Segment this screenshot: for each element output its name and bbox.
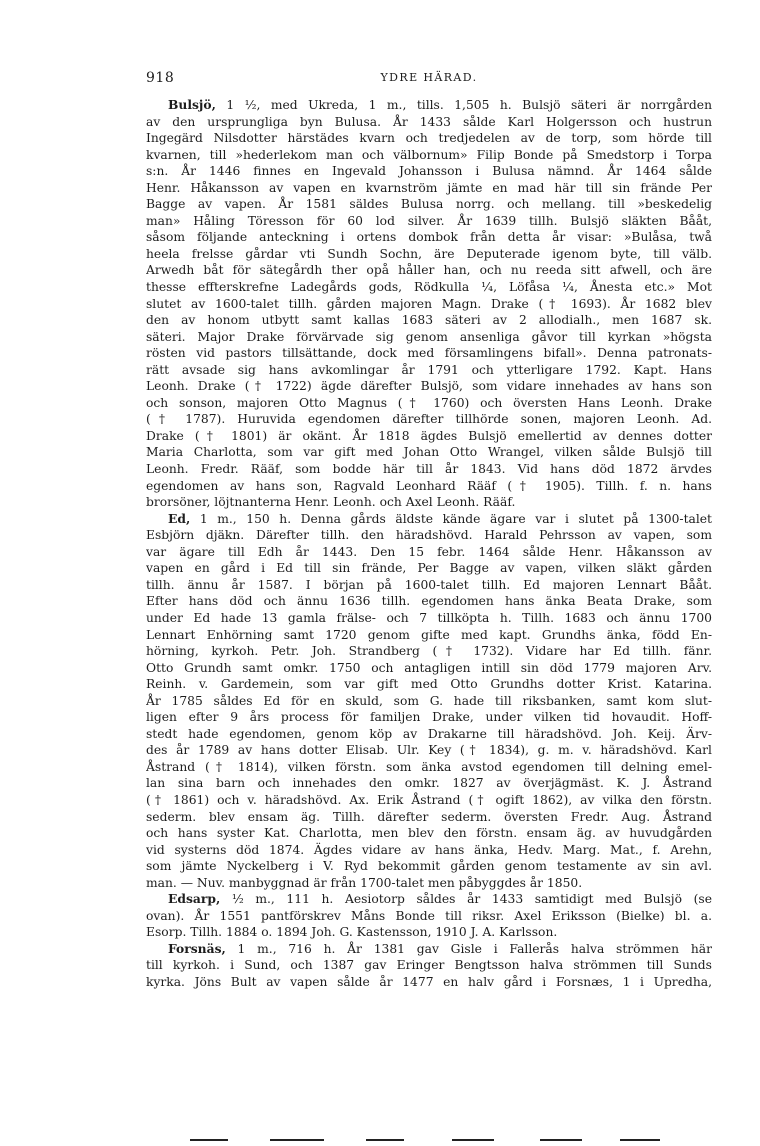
entry-heading: Bulsjö, bbox=[168, 97, 216, 112]
entry-heading: Forsnäs, bbox=[168, 940, 226, 956]
page-header bbox=[146, 70, 712, 90]
text-line bbox=[146, 527, 712, 544]
line-text: den av honom utbytt samt kallas 1683 säteri av 2 allodialh., men 1687 sk. bbox=[146, 313, 712, 328]
line-text: 1 m., 716 h. År 1381 gav Gisle i Fallerås halva strömmen här bbox=[225, 941, 712, 956]
text-line bbox=[146, 378, 712, 395]
text-line bbox=[146, 246, 712, 263]
text-line bbox=[146, 511, 712, 528]
line-text: som jämte Nyckelberg i V. Ryd bekommit gården genom testamente av sin avl. bbox=[146, 859, 712, 874]
line-text: Esorp. Tillh. 1884 o. 1894 Joh. G. Kastensson, 1910 J. A. Karlsson. bbox=[146, 925, 558, 940]
footer-rule bbox=[190, 1139, 228, 1141]
text-line bbox=[146, 180, 712, 197]
line-text: slutet av 1600-talet tillh. gården majoren Magn. Drake († 1693). År 1682 blev bbox=[146, 296, 712, 311]
text-line bbox=[146, 130, 712, 147]
line-text: såsom följande anteckning i ortens dombok från detta år visar: »Bulåsa, twå bbox=[146, 230, 712, 245]
text-line bbox=[146, 163, 712, 180]
line-text: Maria Charlotta, som var gift med Johan Otto Wrangel, vilken sålde Bulsjö till bbox=[146, 445, 712, 460]
line-text: ovan). År 1551 pantförskrev Måns Bonde till riksr. Axel Eriksson (Bielke) bl. a. bbox=[146, 908, 712, 923]
text-line bbox=[146, 428, 712, 445]
line-text: heela frelsse gårdar vti Sundh Sochn, äre Deputerade igenom byte, till välb. bbox=[146, 246, 712, 261]
page-number: 918 bbox=[146, 70, 175, 86]
line-text: under Ed hade 13 gamla frälse- och 7 tillköpta h. Tillh. 1683 och ännu 1700 bbox=[146, 610, 712, 625]
line-text: Efter hans död och ännu 1636 tillh. egendomen hans änka Beata Drake, som bbox=[146, 594, 712, 609]
line-text: och sonson, majoren Otto Magnus († 1760) och översten Hans Leonh. Drake bbox=[146, 395, 712, 410]
text-line bbox=[146, 627, 712, 644]
footer-rule bbox=[270, 1139, 324, 1141]
line-text: 1 m., 150 h. Denna gårds äldste kände ägare var i slutet på 1300-talet bbox=[190, 511, 712, 526]
text-line bbox=[146, 395, 712, 412]
text-line bbox=[146, 345, 712, 362]
text-line bbox=[146, 842, 712, 859]
text-line bbox=[146, 775, 712, 792]
text-line bbox=[146, 660, 712, 677]
text-line bbox=[146, 577, 712, 594]
line-text: Drake († 1801) är okänt. År 1818 ägdes Bulsjö emellertid av dennes dotter bbox=[146, 428, 712, 443]
line-text: ½ m., 111 h. Aesiotorp såldes år 1433 samtidigt med Bulsjö (se bbox=[220, 892, 712, 907]
line-text: och hans syster Kat. Charlotta, men blev den förstn. ensam äg. av huvudgården bbox=[146, 826, 712, 841]
entry-heading: Edsarp, bbox=[168, 891, 221, 907]
text-line bbox=[146, 196, 712, 213]
text-line bbox=[146, 709, 712, 726]
text-line bbox=[146, 229, 712, 246]
line-text: des år 1789 av hans dotter Elisab. Ulr. Key († 1834), g. m. v. häradshövd. Karl bbox=[146, 743, 712, 758]
line-text: Lennart Enhörning samt 1720 genom gifte med kapt. Grundhs änka, född En- bbox=[146, 627, 712, 642]
line-text: Otto Grundh samt omkr. 1750 och antagligen intill sin död 1779 majoren Arv. bbox=[146, 660, 712, 675]
line-text: rätt avsade sig hans avkomlingar år 1791 och ytterligare 1792. Kapt. Hans bbox=[146, 362, 712, 377]
line-text: vapen en gård i Ed till sin frände, Per Bagge av vapen, vilken släkt gården bbox=[146, 561, 712, 576]
line-text: man. — Nuv. manbyggnad är från 1700-talet men påbyggdes år 1850. bbox=[146, 875, 583, 890]
line-text: lan sina barn och innehades den omkr. 1827 av överjägmäst. K. J. Åstrand bbox=[146, 776, 712, 791]
text-line bbox=[146, 809, 712, 826]
text-line bbox=[146, 643, 712, 660]
line-text: Åstrand († 1814), vilken förstn. som änka avstod egendomen till delning emel- bbox=[146, 759, 712, 774]
body-text bbox=[146, 97, 712, 991]
line-text: sederm. blev ensam äg. Tillh. därefter sederm. översten Fredr. Aug. Åstrand bbox=[146, 809, 712, 824]
line-text: thesse effterskrefne Ladegårds gods, Rödkulla ¼, Löfåsa ¼, Ånesta etc.» Mot bbox=[146, 280, 712, 295]
line-text: tillh. ännu år 1587. I början på 1600-talet tillh. Ed majoren Lennart Bååt. bbox=[146, 577, 712, 592]
text-line bbox=[146, 825, 712, 842]
line-text: († 1787). Huruvida egendomen därefter tillhörde sonen, majoren Leonh. Ad. bbox=[146, 412, 712, 427]
text-line bbox=[146, 444, 712, 461]
line-text: Leonh. Drake († 1722) ägde därefter Bulsjö, som vidare innehades av hans son bbox=[146, 379, 712, 394]
line-text: ligen efter 9 års process för familjen Drake, under vilken tid hovaudit. Hoff- bbox=[146, 710, 712, 725]
text-line bbox=[146, 461, 712, 478]
line-text: stedt hade egendomen, genom köp av Drakarne till häradshövd. Joh. Keij. Ärv- bbox=[146, 726, 712, 741]
line-text: var ägare till Edh år 1443. Den 15 febr. 1464 sålde Henr. Håkansson av bbox=[146, 544, 712, 559]
line-text: kyrka. Jöns Bult av vapen sålde år 1477 en halv gård i Forsnæs, 1 i Upredha, bbox=[146, 974, 712, 989]
text-line bbox=[146, 478, 712, 495]
text-line bbox=[146, 213, 712, 230]
text-line bbox=[146, 494, 712, 511]
footer-rule bbox=[540, 1139, 582, 1141]
line-text: av den ursprungliga byn Bulusa. År 1433 sålde Karl Holgersson och hustrun bbox=[146, 114, 712, 129]
text-line bbox=[146, 296, 712, 313]
text-line bbox=[146, 411, 712, 428]
text-line bbox=[146, 726, 712, 743]
text-line bbox=[146, 858, 712, 875]
line-text: vid systerns död 1874. Ägdes vidare av hans änka, Hedv. Marg. Mat., f. Arehn, bbox=[146, 842, 712, 857]
line-text: († 1861) och v. häradshövd. Ax. Erik Åstrand († ogift 1862), av vilka den förstn. bbox=[146, 792, 712, 807]
footer-rule bbox=[366, 1139, 404, 1141]
text-line bbox=[146, 875, 712, 892]
footer-rule bbox=[452, 1139, 494, 1141]
line-text: Henr. Håkansson av vapen en kvarnström jämte en mad här till sin frände Per bbox=[146, 180, 712, 195]
text-line bbox=[146, 924, 712, 941]
line-text: Leonh. Fredr. Rääf, som bodde här till år 1843. Vid hans död 1872 ärvdes bbox=[146, 462, 712, 477]
line-text: kvarnen, till »hederlekom man och välbornum» Filip Bonde på Smedstorp i Torpa bbox=[146, 147, 712, 162]
entry-heading: Ed, bbox=[168, 510, 191, 526]
text-line bbox=[146, 891, 712, 908]
text-line bbox=[146, 593, 712, 610]
text-line bbox=[146, 147, 712, 164]
line-text: rösten vid pastors tillsättande, dock med församlingens bifall». Denna patronats- bbox=[146, 346, 712, 361]
text-line bbox=[146, 560, 712, 577]
text-line bbox=[146, 676, 712, 693]
text-line bbox=[146, 312, 712, 329]
line-text: man» Håling Töresson för 60 lod silver. År 1639 tillh. Bulsjö släkten Bååt, bbox=[146, 213, 712, 228]
text-line bbox=[146, 610, 712, 627]
line-text: Arwedh båt för sätegårdh ther opå håller han, och nu reeda sitt afwell, och äre bbox=[146, 263, 712, 278]
line-text: brorsöner, löjtnanterna Henr. Leonh. och Axel Leonh. Rääf. bbox=[146, 495, 516, 510]
text-line bbox=[146, 97, 712, 114]
line-text: Ingegärd Nilsdotter härstädes kvarn och tredjedelen av de torp, som hörde till bbox=[146, 131, 712, 146]
line-text: till kyrkoh. i Sund, och 1387 gav Eringer Bengtsson halva strömmen till Sunds bbox=[146, 958, 712, 973]
line-text: hörning, kyrkoh. Petr. Joh. Strandberg († 1732). Vidare har Ed tillh. fänr. bbox=[146, 644, 712, 659]
text-line bbox=[146, 957, 712, 974]
line-text: Reinh. v. Gardemein, som var gift med Otto Grundhs dotter Krist. Katarina. bbox=[146, 677, 712, 692]
footer-rules bbox=[190, 1139, 660, 1143]
line-text: s:n. År 1446 finnes en Ingevald Johansson i Bulusa nämnd. År 1464 sålde bbox=[146, 164, 712, 179]
line-text: säteri. Major Drake förvärvade sig genom ansenliga gåvor till kyrkan »högsta bbox=[146, 329, 712, 344]
text-line bbox=[146, 908, 712, 925]
text-line bbox=[146, 941, 712, 958]
text-line bbox=[146, 362, 712, 379]
line-text: Esbjörn djäkn. Därefter tillh. den häradshövd. Harald Pehrsson av vapen, som bbox=[146, 528, 712, 543]
text-line bbox=[146, 544, 712, 561]
line-text: 1 ½, med Ukreda, 1 m., tills. 1,505 h. Bulsjö säteri är norrgården bbox=[215, 98, 712, 112]
text-line bbox=[146, 693, 712, 710]
text-line bbox=[146, 279, 712, 296]
text-line bbox=[146, 114, 712, 131]
running-head: YDRE HÄRAD. bbox=[380, 71, 478, 84]
text-line bbox=[146, 262, 712, 279]
text-line bbox=[146, 974, 712, 991]
line-text: År 1785 såldes Ed för en skuld, som G. hade till riksbanken, samt kom slut- bbox=[146, 693, 712, 708]
text-line bbox=[146, 742, 712, 759]
footer-rule bbox=[620, 1139, 660, 1141]
line-text: Bagge av vapen. År 1581 säldes Bulusa norrg. och mellang. till »beskedelig bbox=[146, 197, 712, 212]
text-line bbox=[146, 792, 712, 809]
text-line bbox=[146, 329, 712, 346]
text-line bbox=[146, 759, 712, 776]
line-text: egendomen av hans son, Ragvald Leonhard Rääf († 1905). Tillh. f. n. hans bbox=[146, 478, 712, 493]
